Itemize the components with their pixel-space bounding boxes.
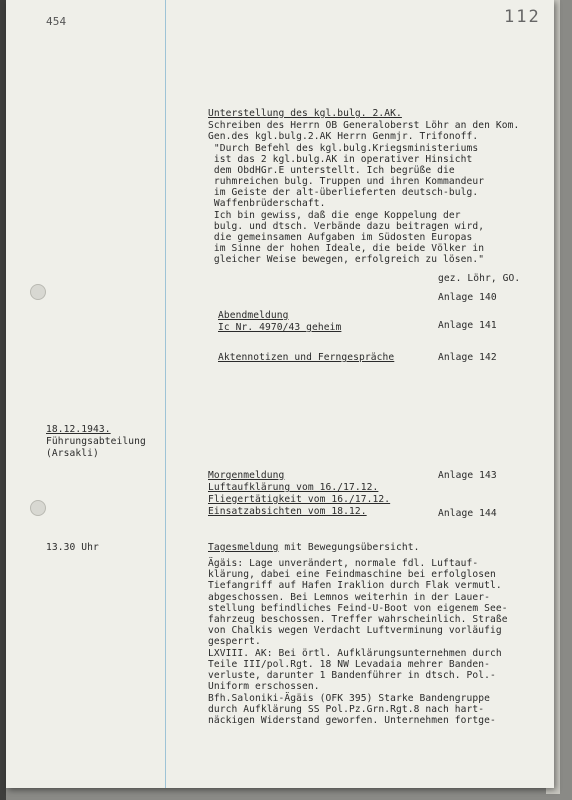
body-line: Schreiben des Herrn OB Generaloberst Löhr an den Kom. (208, 120, 520, 131)
einsatzabsichten: Einsatzabsichten vom 18.12. (208, 506, 367, 517)
fliegertaetigkeit: Fliegertätigkeit vom 16./17.12. (208, 494, 391, 505)
body-line: abgeschossen. Bei Lemnos weiterhin in der Lauer- (208, 592, 491, 603)
body-line: die gemeinsamen Aufgaben im Südosten Europas (208, 232, 473, 243)
annex-144: Anlage 144 (438, 508, 497, 519)
tagesmeldung-heading (208, 542, 420, 553)
body-line: verluste, darunter 1 Bandenführer in dtsch. Pol.- (208, 670, 496, 681)
body-line: von Chalkis wegen Verdacht Luftverminung vorläufig (208, 625, 502, 636)
morgenmeldung: Morgenmeldung (208, 470, 285, 481)
body-line: Uniform erschossen. (208, 681, 320, 692)
abendmeldung-reference: Ic Nr. 4970/43 geheim (218, 322, 342, 333)
body-line: im Geiste der alt-überlieferten deutsch-bulg. (208, 187, 479, 198)
body-line: Ägäis: Lage unverändert, normale fdl. Luftauf- (208, 558, 479, 569)
section-heading-aktennotizen: Aktennotizen und Ferngespräche (218, 352, 395, 363)
entry-date: 18.12.1943. (46, 424, 111, 435)
entry-unit: Führungsabteilung (46, 436, 146, 447)
punch-hole-bottom (30, 500, 46, 516)
page-number-right: 112 (504, 7, 541, 27)
luftaufklaerung: Luftaufklärung vom 16./17.12. (208, 482, 379, 493)
body-line: näckigen Widerstand geworfen. Unternehmen fortge- (208, 715, 496, 726)
annex-140: Anlage 140 (438, 292, 497, 303)
body-line: bulg. und dtsch. Verbände dazu beitragen wird, (208, 221, 485, 232)
annex-141: Anlage 141 (438, 320, 497, 331)
punch-hole-top (30, 284, 46, 300)
signature: gez. Löhr, GO. (438, 273, 521, 284)
body-line: im Sinne der hohen Ideale, die beide Völker in (208, 243, 485, 254)
entry-time: 13.30 Uhr (46, 542, 99, 553)
body-line: Bfh.Saloniki-Ägäis (OFK 395) Starke Bandengruppe (208, 693, 491, 704)
body-line: LXVIII. AK: Bei örtl. Aufklärungsunternehmen durch (208, 648, 502, 659)
body-line: Waffenbrüderschaft. (208, 198, 326, 209)
section-heading-unterstellung: Unterstellung des kgl.bulg. 2.AK. (208, 108, 402, 119)
body-line: gleicher Weise bewegen, erfolgreich zu lösen." (208, 254, 485, 265)
body-line: "Durch Befehl des kgl.bulg.Kriegsministeriums (208, 143, 479, 154)
body-line: Ich bin gewiss, daß die enge Koppelung der (208, 210, 461, 221)
annex-143: Anlage 143 (438, 470, 497, 481)
body-line: ist das 2 kgl.bulg.AK in operativer Hinsicht (208, 154, 473, 165)
body-line: fahrzeug beschossen. Treffer wahrscheinlich. Straße (208, 614, 508, 625)
body-line: Teile III/pol.Rgt. 18 NW Levadaia mehrer Banden- (208, 659, 491, 670)
body-line: Gen.des kgl.bulg.2.AK Herrn Genmjr. Trifonoff. (208, 131, 479, 142)
entry-place: (Arsakli) (46, 448, 99, 459)
page-number-left: 454 (46, 15, 67, 28)
body-line: stellung befindliches Feind-U-Boot von eigenem See- (208, 603, 508, 614)
section-heading-abendmeldung: Abendmeldung (218, 310, 289, 321)
body-line: durch Aufklärung SS Pol.Pz.Grn.Rgt.8 nach hart- (208, 704, 485, 715)
body-line: Tiefangriff auf Hafen Iraklion durch Flak vermutl. (208, 580, 502, 591)
annex-142: Anlage 142 (438, 352, 497, 363)
tagesmeldung-subtitle: mit Bewegungsübersicht. (278, 542, 420, 553)
tagesmeldung-title: Tagesmeldung (208, 542, 279, 553)
document-page (6, 0, 554, 788)
body-line: dem ObdHGr.E unterstellt. Ich begrüße die (208, 165, 455, 176)
body-line: ruhmreichen bulg. Truppen und ihren Kommandeur (208, 176, 485, 187)
body-line: klärung, dabei eine Feindmaschine bei erfolglosen (208, 569, 496, 580)
body-line: gesperrt. (208, 636, 261, 647)
margin-rule (165, 0, 166, 788)
